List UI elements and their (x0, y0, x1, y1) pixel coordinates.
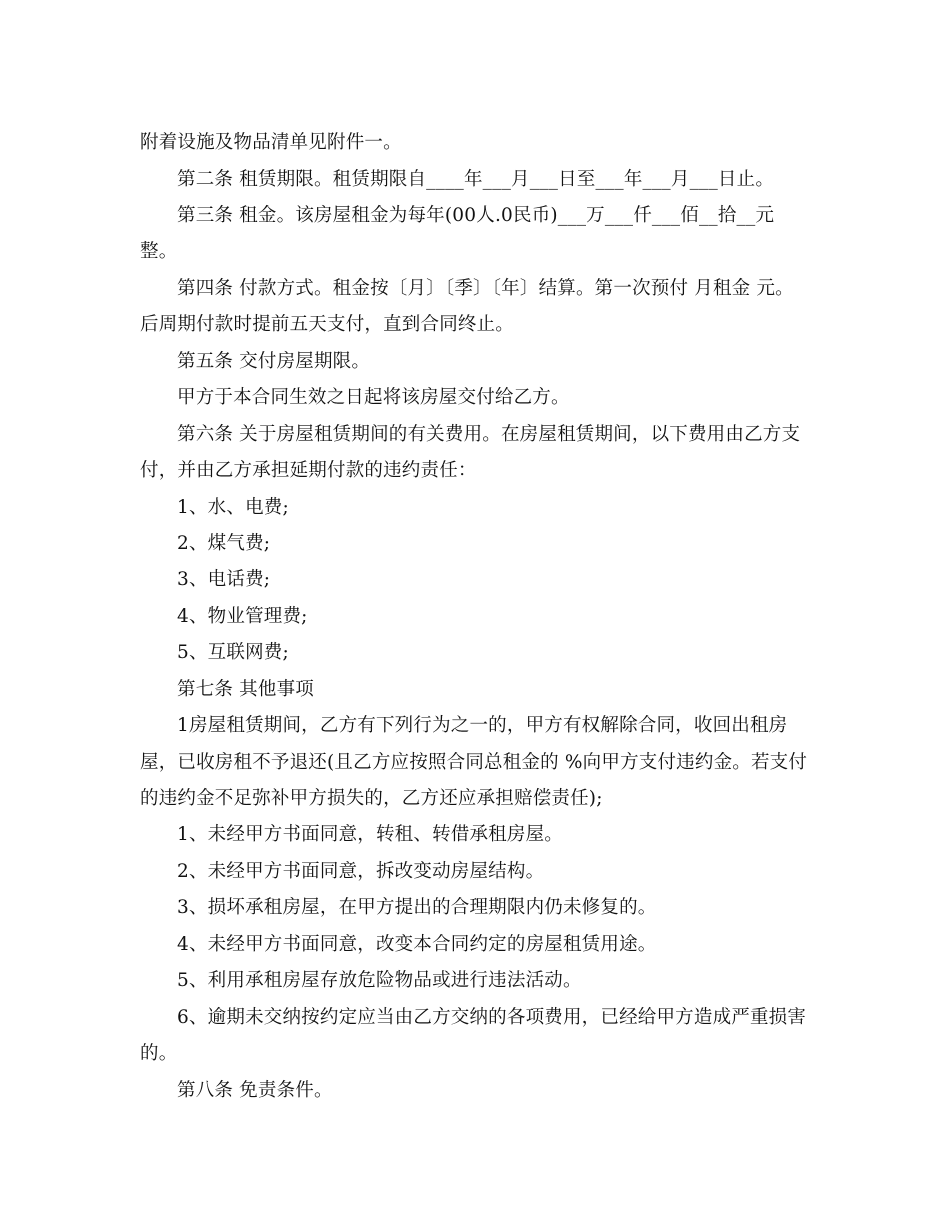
text-line-27: 第八条 免责条件。 (177, 1080, 333, 1101)
text-line-21: 2、未经甲方书面同意，拆改变动房屋结构。 (177, 861, 545, 882)
text-line-9: 第六条 关于房屋租赁期间的有关费用。在房屋租赁期间，以下费用由乙方支 (177, 424, 801, 445)
text-line-4: 整。 (140, 241, 178, 262)
text-line-8: 甲方于本合同生效之日起将该房屋交付给乙方。 (177, 387, 570, 408)
text-line-19: 的违约金不足弥补甲方损失的，乙方还应承担赔偿责任); (140, 788, 603, 809)
text-line-7: 第五条 交付房屋期限。 (177, 351, 371, 372)
text-line-26: 的。 (140, 1043, 178, 1064)
text-line-23: 4、未经甲方书面同意，改变本合同约定的房屋租赁用途。 (177, 934, 657, 955)
text-line-3: 第三条 租金。该房屋租金为每年(00人.0民币)___万___仟___佰__拾__元 (177, 205, 775, 226)
text-line-25: 6、逾期未交纳按约定应当由乙方交纳的各项费用，已经给甲方造成严重损害 (177, 1007, 807, 1028)
text-line-12: 2、煤气费; (177, 533, 271, 554)
text-line-2: 第二条 租赁期限。租赁期限自____年___月___日至___年___月___日止。 (177, 169, 775, 190)
text-line-20: 1、未经甲方书面同意，转租、转借承租房屋。 (177, 824, 563, 845)
text-line-17: 1房屋租赁期间，乙方有下列行为之一的，甲方有权解除合同，收回出租房 (177, 715, 788, 736)
text-line-16: 第七条 其他事项 (177, 679, 314, 700)
text-line-13: 3、电话费; (177, 569, 271, 590)
text-line-5: 第四条 付款方式。租金按〔月〕〔季〕〔年〕结算。第一次预付 月租金 元。 (177, 278, 794, 299)
text-line-24: 5、利用承租房屋存放危险物品或进行违法活动。 (177, 970, 582, 991)
text-line-1: 附着设施及物品清单见附件一。 (140, 132, 402, 153)
text-line-15: 5、互联网费; (177, 642, 289, 663)
text-line-6: 后周期付款时提前五天支付，直到合同终止。 (140, 314, 515, 335)
text-line-10: 付，并由乙方承担延期付款的违约责任： (140, 460, 477, 481)
text-line-14: 4、物业管理费; (177, 606, 308, 627)
text-line-11: 1、水、电费; (177, 497, 289, 518)
text-line-22: 3、损坏承租房屋，在甲方提出的合理期限内仍未修复的。 (177, 897, 657, 918)
text-line-18: 屋，已收房租不予退还(且乙方应按照合同总租金的 %向甲方支付违约金。若支付 (140, 752, 808, 773)
